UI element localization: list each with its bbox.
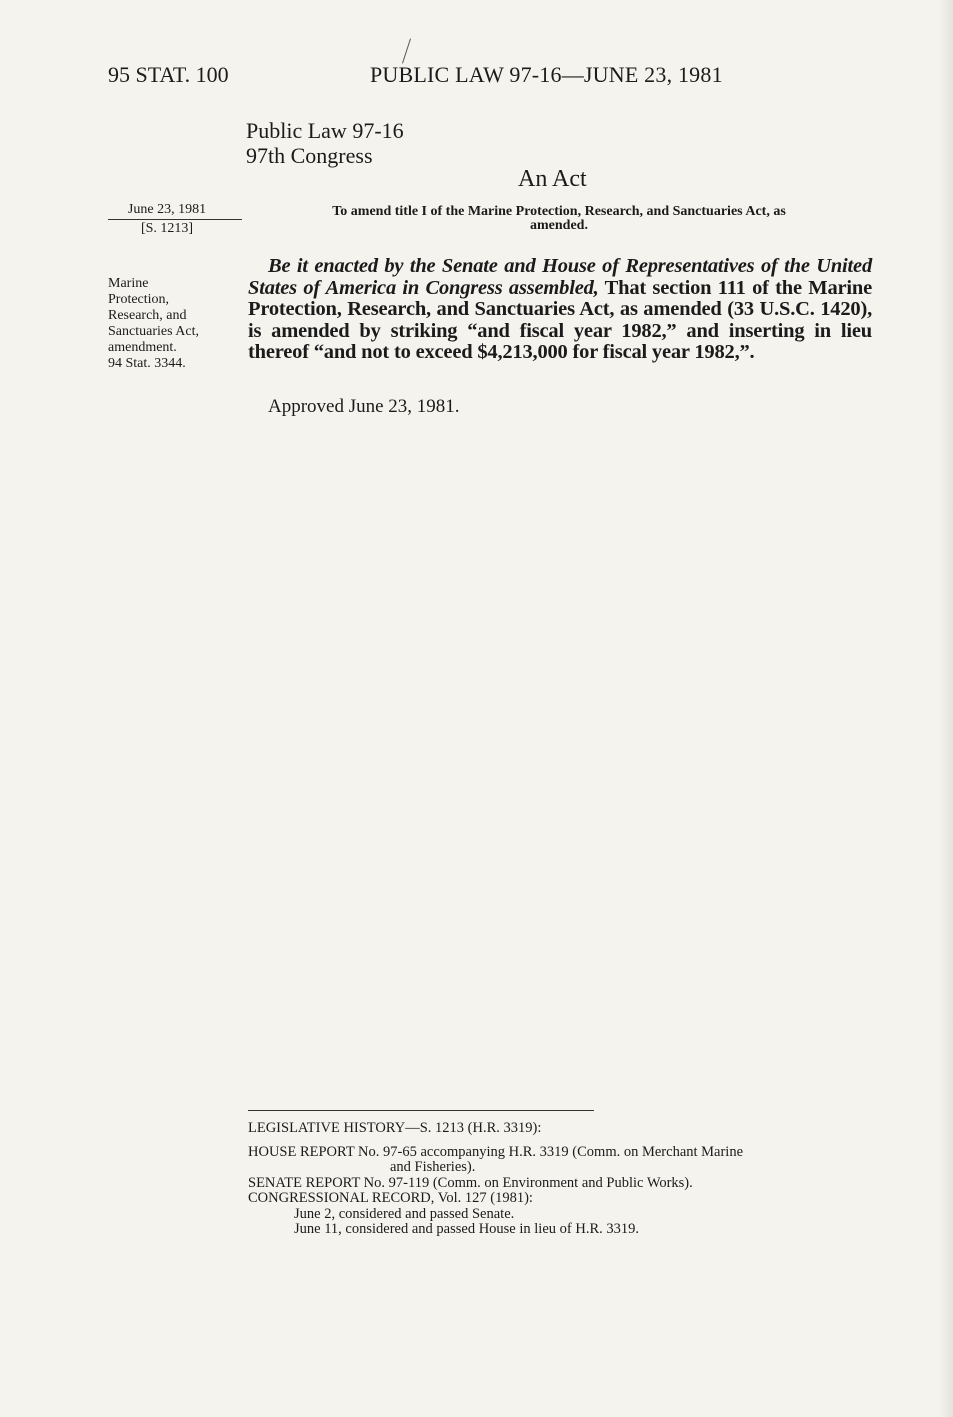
law-number: Public Law 97-16 (246, 118, 404, 143)
margin-date-block (108, 202, 242, 238)
congressional-record: CONGRESSIONAL RECORD, Vol. 127 (1981): (248, 1190, 533, 1206)
purpose-line-2: amended. (530, 218, 588, 233)
bill-number: [S. 1213] (140, 221, 194, 236)
approval-line: Approved June 23, 1981. (268, 396, 460, 417)
margin-note-line: Marine (108, 276, 149, 291)
margin-note-line: amendment. (108, 340, 177, 355)
margin-note-line: 94 Stat. 3344. (108, 356, 186, 371)
margin-note-line: Protection, (108, 292, 170, 307)
house-report-line-2: and Fisheries). (390, 1159, 476, 1175)
purpose-line-1: To amend title I of the Marine Protection, Research, and Sanctuaries Act, as (332, 204, 786, 219)
legislative-history (248, 1121, 872, 1238)
history-heading: LEGISLATIVE HISTORY—S. 1213 (H.R. 3319): (248, 1120, 542, 1136)
house-report-line-1: HOUSE REPORT No. 97-65 accompanying H.R. 3319 (Comm. on Merchant Marine (248, 1143, 744, 1160)
scan-mark (402, 38, 411, 63)
record-action-2: June 11, considered and passed House in lieu of H.R. 3319. (294, 1221, 639, 1237)
congress-number: 97th Congress (246, 143, 373, 168)
amendment-text: That section 111 of the Marine Protection, Research, and Sanctuaries Act, as amended (33 U.S.C. 1420), is amended by striking “and fiscal year 1982,” and inserting in lieu thereof “and not to exceed $4,213,000 for fiscal year 1982,”. (248, 276, 872, 363)
running-title: PUBLIC LAW 97-16—JUNE 23, 1981 (370, 62, 723, 87)
stat-page-number: 95 STAT. 100 (108, 62, 229, 87)
senate-report: SENATE REPORT No. 97-119 (Comm. on Environment and Public Works). (248, 1174, 693, 1191)
act-title: An Act (518, 166, 587, 192)
act-body-text (248, 256, 872, 364)
enactment-date: June 23, 1981 (108, 202, 242, 220)
history-divider (248, 1110, 594, 1111)
enacting-clause: Be it enacted by the Senate and House of Representatives of the United States of America in Congress assembled, (248, 255, 872, 299)
law-identification (246, 118, 404, 168)
margin-note-line: Sanctuaries Act, (108, 324, 199, 339)
margin-notes (108, 276, 238, 372)
margin-note-line: Research, and (108, 308, 187, 323)
scan-edge-shadow (939, 0, 953, 1417)
record-action-1: June 2, considered and passed Senate. (294, 1205, 515, 1222)
act-purpose (246, 205, 872, 233)
